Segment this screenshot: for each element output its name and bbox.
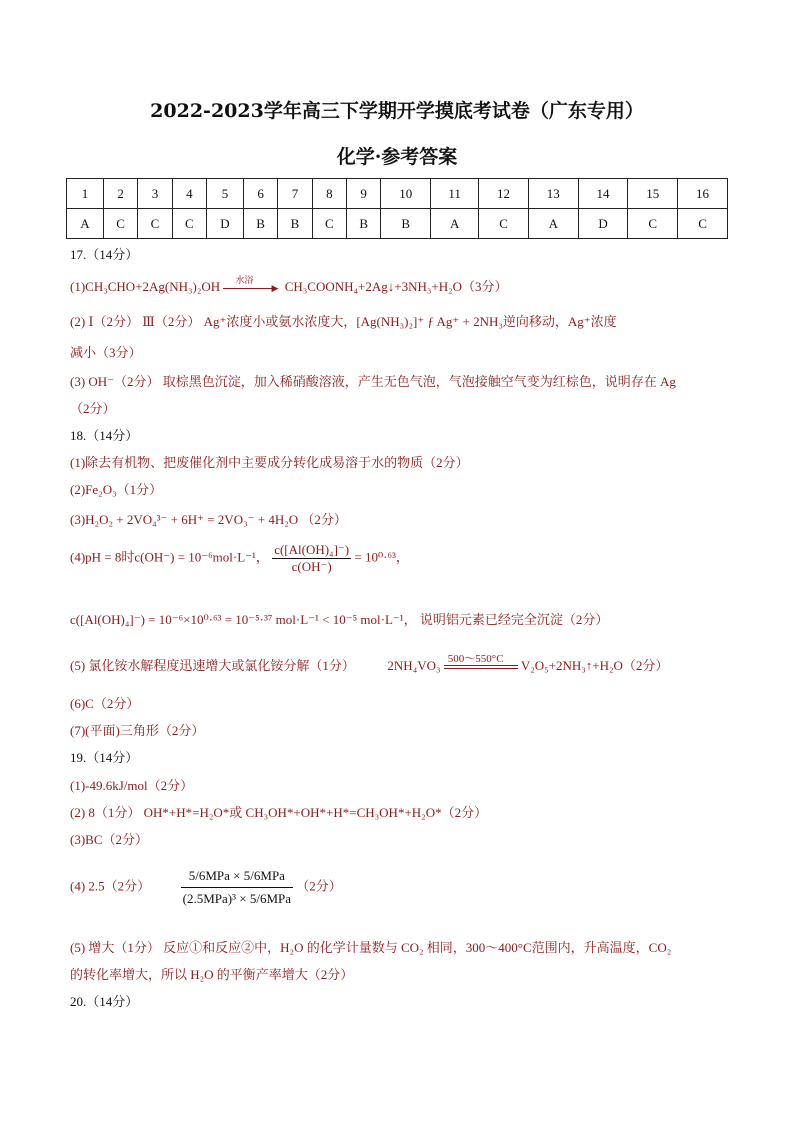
q18-part5 [70,655,668,674]
answer-cell: A [67,209,104,239]
q18-part3: (3)H₂O₂ + 2VO₄³⁻ + 6H⁺ = 2VO₃⁻ + 4H₂O （2分） [70,512,347,527]
q18-part4-d: 说明铝元素已经完全沉淀（2分） [419,612,609,627]
question-number-cell: 15 [628,179,678,209]
answer-cell: B [347,209,381,239]
answer-cell: B [243,209,277,239]
answer-cell: A [431,209,479,239]
answer-cell: D [207,209,244,239]
question-number-cell: 6 [243,179,277,209]
reaction-equals-sign [444,653,518,673]
q17-part1-left: (1)CH₃CHO+2Ag(NH₃)₂OH [70,279,221,294]
answer-cell: C [138,209,172,239]
answer-cell: C [312,209,346,239]
q20-heading: 20.（14分） [70,994,139,1009]
question-number-cell: 14 [578,179,628,209]
equals-condition: 500～550°C [447,653,504,666]
q18-part5-a: (5) 氯化铵水解程度迅速增大或氯化铵分解（1分） [70,658,355,673]
q18-part4-fraction [272,542,351,575]
question-number-cell: 8 [312,179,346,209]
question-number-cell: 7 [278,179,312,209]
q18-part1: (1)除去有机物、把废催化剂中主要成分转化成易溶于水的物质（2分） [70,455,469,470]
question-number-cell: 3 [138,179,172,209]
question-number-cell: 13 [528,179,578,209]
q19-part4 [70,868,342,907]
q18-part5-left: 2NH₄VO₃ [387,658,441,673]
q19-part1: (1)-49.6kJ/mol（2分） [70,778,194,793]
answer-row [67,209,728,239]
q19-part4-a: (4) 2.5（2分） [70,878,151,894]
question-number-cell: 9 [347,179,381,209]
fraction-denominator: (2.5MPa)³ × 5/6MPa [182,891,292,906]
answer-cell: A [528,209,578,239]
question-number-cell: 1 [67,179,104,209]
q17-heading: 17.（14分） [70,247,139,262]
answer-cell: C [172,209,206,239]
q18-part4-a: (4)pH = 8时c(OH⁻) = 10⁻⁶mol·L⁻¹， [70,549,269,565]
q18-part4-c: c([Al(OH)₄]⁻) = 10⁻⁶×10⁰·⁶³ = 10⁻⁵·³⁷ mol·L⁻¹ < 10⁻⁵ mol·L⁻¹， [70,612,417,627]
page-subtitle: 化学·参考答案 [336,146,458,168]
question-number-cell: 2 [103,179,137,209]
fraction-numerator: 5/6MPa × 5/6MPa [181,868,293,888]
question-number-cell: 5 [207,179,244,209]
q18-part5-right: V₂O₅+2NH₃↑+H₂O（2分） [520,658,669,673]
q18-part4-cont [70,609,608,628]
answer-cell: C [479,209,529,239]
q17-part3-cont: （2分） [70,401,116,416]
answer-cell: B [278,209,312,239]
page-title: 2022-2023学年高三下学期开学摸底考试卷（广东专用） [150,100,644,122]
answer-cell: C [678,209,728,239]
fraction-numerator: c([Al(OH)₄]⁻) [274,542,350,557]
question-number-cell: 10 [381,179,431,209]
q19-heading: 19.（14分） [70,750,139,765]
question-number-cell: 11 [431,179,479,209]
fraction-denominator: c(OH⁻) [291,559,332,574]
q17-part1-right: CH₃COONH₄+2Ag↓+3NH₃+H₂O（3分） [284,279,508,294]
q17-part2-cont: 减小（3分） [70,345,142,360]
q18-heading: 18.（14分） [70,428,139,443]
q18-part7: (7)(平面)三角形（2分） [70,723,205,738]
reaction-arrow: 水浴 ▶ [223,282,281,294]
answer-cell: C [628,209,678,239]
q17-part1 [70,276,508,295]
question-number-row [67,179,728,209]
q17-part3: (3) OH⁻（2分） 取棕黑色沉淀，加入稀硝酸溶液，产生无色气泡，气泡接触空气变为红棕色，说明存在 Ag [70,374,676,389]
q17-part2: (2) Ⅰ（2分） Ⅲ（2分） Ag⁺浓度小或氨水浓度大，[Ag(NH₃)₂]⁺ ƒ Ag⁺ + 2NH₃逆向移动，Ag⁺浓度 [70,314,617,329]
q19-part4-fraction [181,868,293,907]
q18-part6: (6)C（2分） [70,696,140,711]
answer-cell: C [103,209,137,239]
q19-part2: (2) 8（1分） OH*+H*=H₂O*或 CH₃OH*+OH*+H*=CH₃OH*+H₂O*（2分） [70,805,488,820]
q19-part4-b: （2分） [296,878,342,894]
q19-part5: (5) 增大（1分） 反应①和反应②中，H₂O 的化学计量数与 CO₂ 相同，300～400°C范围内，升高温度，CO₂ [70,940,672,955]
q18-part4 [70,542,409,575]
arrow-condition: 水浴 [235,275,254,286]
q19-part5-cont: 的转化率增大，所以 H₂O 的平衡产率增大（2分） [70,967,354,982]
answer-table [66,178,728,239]
question-number-cell: 12 [479,179,529,209]
question-number-cell: 16 [678,179,728,209]
answer-cell: B [381,209,431,239]
q18-part4-b: = 10⁰·⁶³， [354,549,409,565]
q18-part2: (2)Fe₂O₃（1分） [70,482,163,497]
q19-part3: (3)BC（2分） [70,832,149,847]
question-number-cell: 4 [172,179,206,209]
answer-cell: D [578,209,628,239]
